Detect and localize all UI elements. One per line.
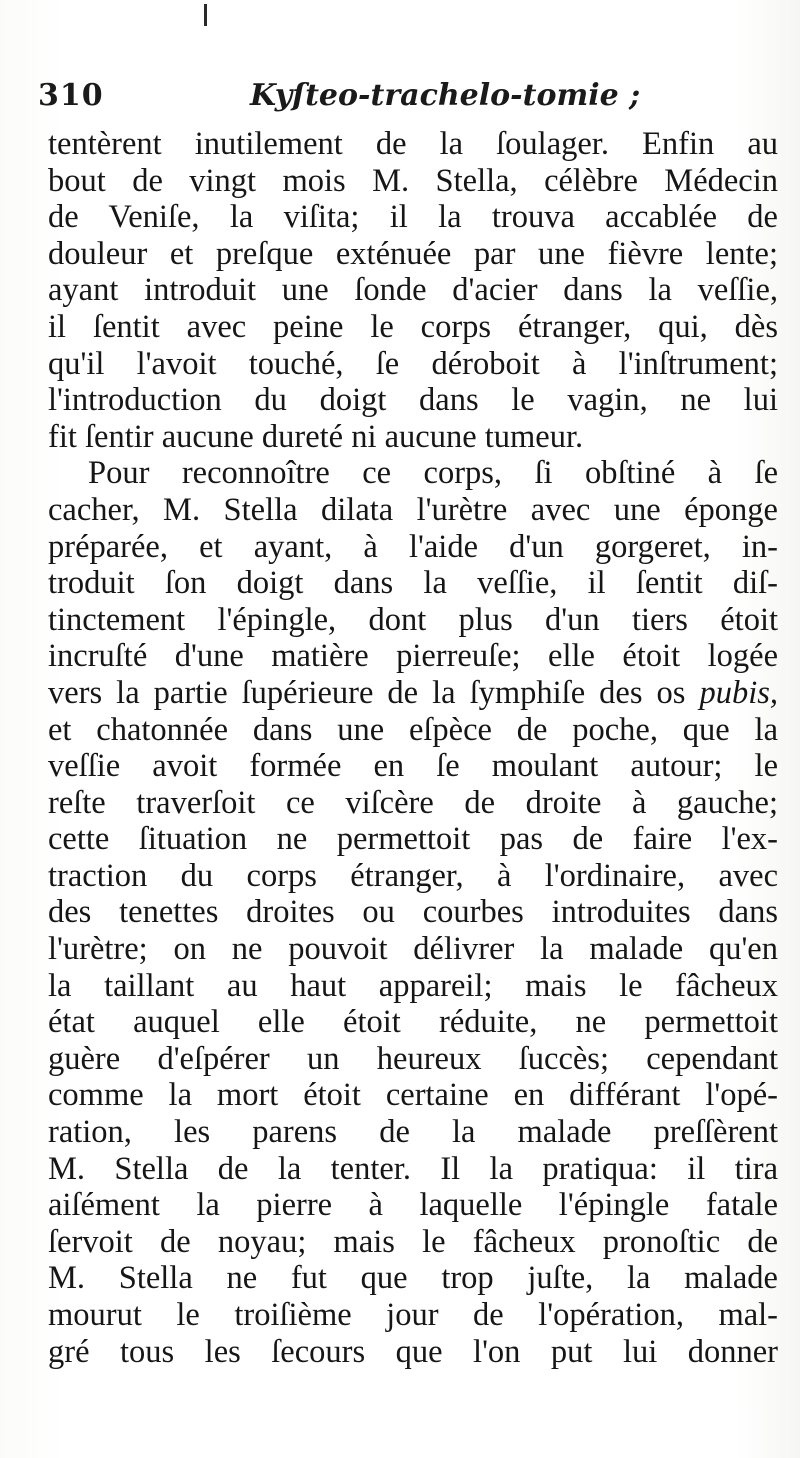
text-line: cette ſituation ne permettoit pas de faire l'ex- <box>48 821 778 858</box>
text-line: mourut le troiſième jour de l'opération, mal- <box>48 1297 778 1333</box>
text-line: ration, les parens de la malade preſſèrent <box>48 1114 778 1151</box>
text-line: M. Stella de la tenter. Il la pratiqua: il tira <box>48 1150 778 1187</box>
text-line: troduit ſon doigt dans la veſſie, il ſentit diſ- <box>48 565 778 602</box>
text-line: et chatonnée dans une eſpèce de poche, que la <box>48 711 778 748</box>
text-line: l'urètre; on ne pouvoit délivrer la malade qu'en <box>48 931 778 968</box>
text-line: incruſté d'une matière pierreuſe; elle étoit logée <box>48 638 778 675</box>
text-line: douleur et preſque exténuée par une fièvre lente; <box>48 235 778 272</box>
text-line: comme la mort étoit certaine en différant l'opé- <box>48 1077 778 1114</box>
running-head <box>38 78 778 122</box>
text-line: qu'il l'avoit touché, ſe déroboit à l'inſtrument; <box>48 345 778 382</box>
text-line: veſſie avoit formée en ſe moulant autour; le <box>48 748 778 785</box>
text-line: M. Stella ne fut que trop juſte, la malade <box>48 1260 778 1297</box>
text-line: il ſentit avec peine le corps étranger, qui, dès <box>48 308 778 345</box>
text-line: ayant introduit une ſonde d'acier dans la veſſie, <box>48 272 778 309</box>
text-line: fit ſentir aucune dureté ni aucune tumeur. <box>48 418 584 455</box>
text-line-with-italic <box>48 675 778 712</box>
body-text <box>48 126 778 1370</box>
text-line: gré tous les ſecours que l'on put lui donner <box>48 1333 778 1370</box>
text-line: reſte traverſoit ce viſcère de droite à gauche; <box>48 784 778 821</box>
italic-word: pubis, <box>699 674 778 711</box>
text-line: ſervoit de noyau; mais le fâcheux pronoſtic de <box>48 1223 778 1260</box>
text-line: de Veniſe, la viſita; il la trouva accablée de <box>48 199 778 236</box>
text-line: préparée, et ayant, à l'aide d'un gorgeret, in- <box>48 528 778 565</box>
text-line: l'introduction du doigt dans le vagin, ne lui <box>48 382 778 419</box>
page-edge-mark <box>204 4 207 26</box>
text-line: cacher, M. Stella dilata l'urètre avec une éponge <box>48 491 778 528</box>
text-line: des tenettes droites ou courbes introduites dans <box>48 894 778 931</box>
text-line: tentèrent inutilement de la ſoulager. Enfin au <box>48 126 778 162</box>
text-line: guère d'eſpérer un heureux ſuccès; cependant <box>48 1040 778 1077</box>
page-number: 310 <box>38 78 104 113</box>
text-line: bout de vingt mois M. Stella, célèbre Médecin <box>48 162 778 199</box>
text-line: tinctement l'épingle, dont plus d'un tiers étoit <box>48 601 778 638</box>
running-title: Kyſteo-trachelo-tomie ; <box>250 78 641 113</box>
text-line: la taillant au haut appareil; mais le fâcheux <box>48 967 778 1004</box>
text-line: aiſément la pierre à laquelle l'épingle fatale <box>48 1187 778 1224</box>
text-line: traction du corps étranger, à l'ordinaire, avec <box>48 857 778 894</box>
text-line: état auquel elle étoit réduite, ne permettoit <box>48 1004 778 1041</box>
paragraph-start-line: Pour reconnoître ce corps, ſi obſtiné à ſe <box>88 455 778 492</box>
text-line-segment: vers la partie ſupérieure de la ſymphiſe des os <box>48 674 686 711</box>
